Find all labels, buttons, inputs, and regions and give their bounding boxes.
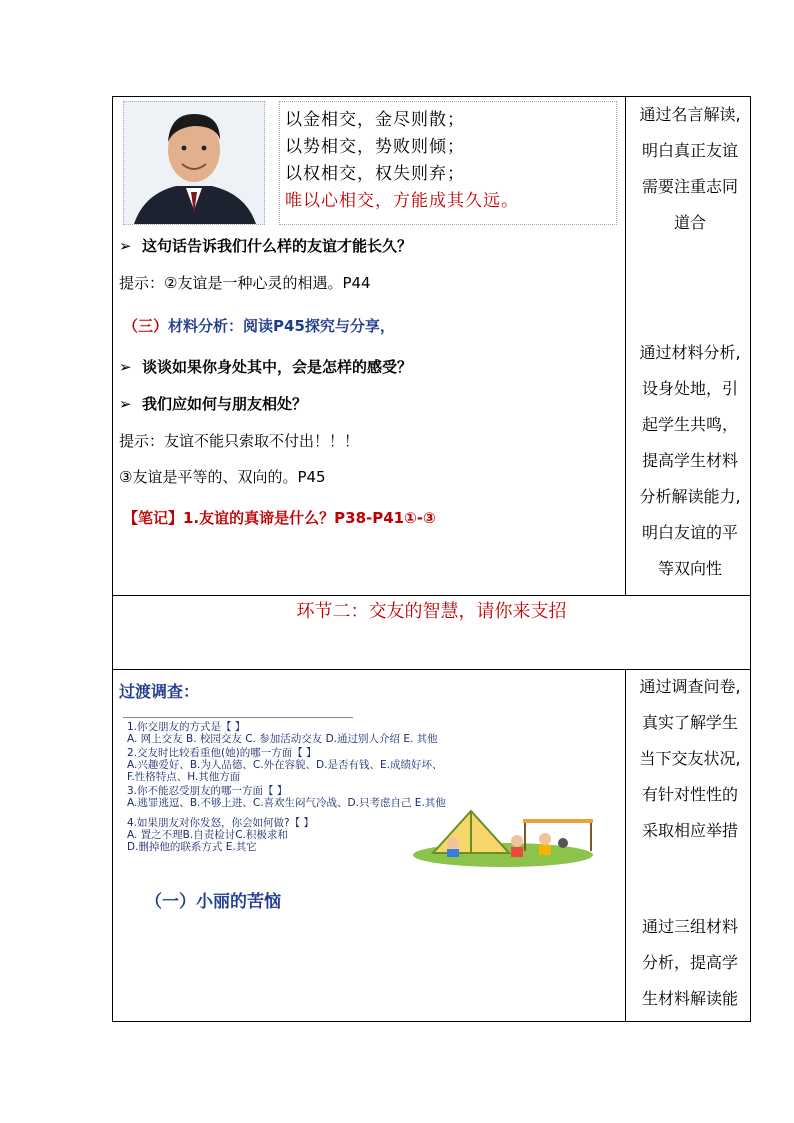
portrait-photo <box>123 101 265 225</box>
survey-line: D.删掉他的联系方式 E.其它 <box>127 841 257 853</box>
side-line: 等双向性 <box>657 559 722 578</box>
side-line: 明白友谊的平 <box>641 523 738 542</box>
arrow-icon: ➢ <box>119 395 132 413</box>
hint-3: ③友谊是平等的、双向的。P45 <box>119 468 326 486</box>
survey-heading: 过渡调查： <box>119 682 200 701</box>
side-line: 当下交友状况, <box>639 749 741 768</box>
side-note-3 <box>631 669 749 849</box>
arrow-icon: ➢ <box>119 237 132 255</box>
side-note-4 <box>631 909 749 1017</box>
section-2-title: 环节二：交友的智慧，请你来支招 <box>296 601 567 622</box>
quote-line: 以势相交，势败则倾； <box>285 137 465 157</box>
quote-line: 以金相交，金尽则散； <box>285 110 465 130</box>
lesson-table <box>112 96 751 1022</box>
survey-line: A. 置之不理B.自责检讨C.积极求和 <box>127 829 288 841</box>
survey-line: F.性格特点、H.其他方面 <box>127 771 241 783</box>
survey-line: 1.你交朋友的方式是【 】 <box>127 721 246 733</box>
side-line: 通过材料分析, <box>639 343 741 362</box>
side-line: 设身处地，引 <box>641 379 738 398</box>
column-divider <box>625 97 626 595</box>
side-line: 需要注重志同 <box>641 177 738 196</box>
question-3 <box>119 393 307 414</box>
survey-line: 4.如果朋友对你发怒，你会如何做?【 】 <box>127 817 314 829</box>
quote-text <box>285 107 519 215</box>
hint-1: 提示：②友谊是一种心灵的相遇。P44 <box>119 274 371 292</box>
material-heading <box>123 315 395 336</box>
material-prefix: （三） <box>123 317 169 335</box>
side-line: 起学生共鸣， <box>641 415 738 434</box>
row-divider <box>113 595 750 596</box>
question-1-text: 这句话告诉我们什么样的友谊才能长久？ <box>142 237 413 255</box>
survey-line: A.兴趣爱好、B.为人品德、C.外在容貌、D.是否有钱、E.成绩好坏、 <box>127 759 443 771</box>
question-2 <box>119 356 412 377</box>
portrait-icon <box>124 102 264 224</box>
quote-line-highlight: 唯以心相交，方能成其久远。 <box>285 191 519 211</box>
subheading-xiaoli: （一）小丽的苦恼 <box>145 892 281 912</box>
side-line: 通过调查问卷, <box>639 677 741 696</box>
side-line: 明白真正友谊 <box>641 141 738 160</box>
side-note-1 <box>631 97 749 241</box>
hint-2: 提示：友谊不能只索取不付出！！！ <box>119 432 360 450</box>
survey-line: 3.你不能忍受朋友的哪一方面【 】 <box>127 785 288 797</box>
side-note-2 <box>631 335 749 587</box>
side-line: 道合 <box>673 213 706 232</box>
side-line: 通过名言解读, <box>639 105 741 124</box>
column-divider <box>625 669 626 1021</box>
question-3-text: 我们应如何与朋友相处？ <box>142 395 308 413</box>
side-line: 分析，提高学 <box>641 953 738 972</box>
side-line: 真实了解学生 <box>641 713 738 732</box>
side-line: 通过三组材料 <box>641 917 738 936</box>
question-1 <box>119 235 412 256</box>
survey-line: A.逃罪逃逗、B.不够上进、C.喜欢生闷气冷战、D.只考虑自己 E.其他 <box>127 797 446 809</box>
camping-illustration-icon <box>413 805 603 867</box>
survey-image <box>123 717 593 869</box>
arrow-icon: ➢ <box>119 358 132 376</box>
side-line: 生材料解读能 <box>641 989 738 1008</box>
survey-rule <box>123 717 353 718</box>
question-2-text: 谈谈如果你身处其中，会是怎样的感受？ <box>142 358 413 376</box>
side-line: 分析解读能力, <box>639 487 741 506</box>
side-line: 有针对性性的 <box>641 785 738 804</box>
survey-line: A. 网上交友 B. 校园交友 C. 参加活动交友 D.通过别人介绍 E. 其他 <box>127 733 438 745</box>
survey-line: 2.交友时比较看重他(她)的哪一方面【 】 <box>127 747 317 759</box>
side-line: 提高学生材料 <box>641 451 738 470</box>
material-title: 材料分析：阅读P45探究与分享， <box>168 317 395 335</box>
note-line: 【笔记】1.友谊的真谛是什么？P38-P41①-③ <box>123 509 436 527</box>
side-line: 采取相应举措 <box>641 821 738 840</box>
quote-line: 以权相交，权失则弃； <box>285 164 465 184</box>
